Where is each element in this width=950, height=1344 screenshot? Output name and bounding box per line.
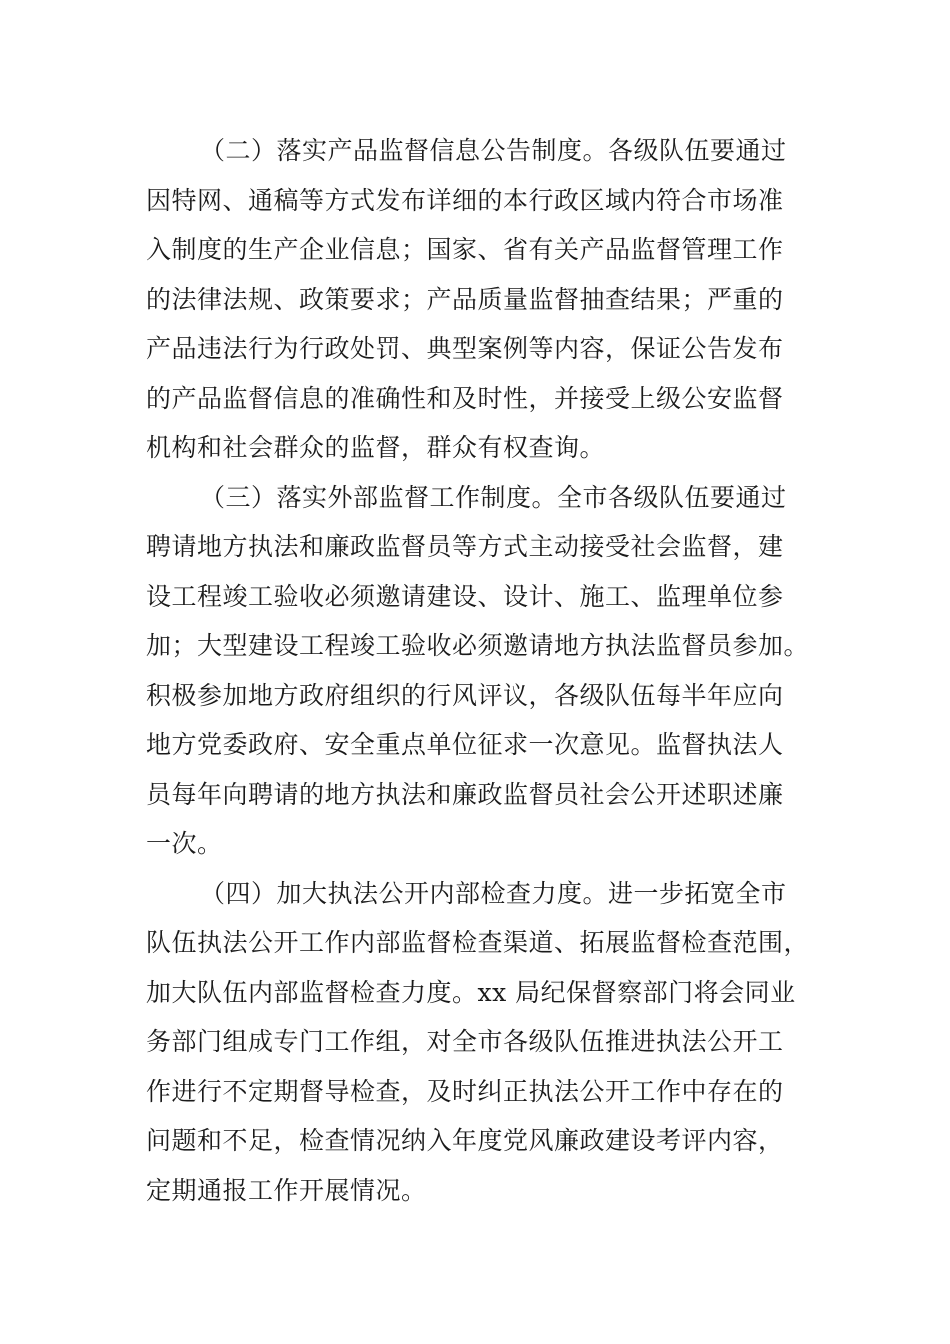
paragraph-line: 务部门组成专门工作组，对全市各级队伍推进执法公开工 — [146, 1027, 784, 1056]
paragraph-line: 地方党委政府、安全重点单位征求一次意见。监督执法人 — [146, 730, 784, 759]
paragraph-line: 定期通报工作开展情况。 — [146, 1175, 427, 1205]
paragraph-line: 队伍执法公开工作内部监督检查渠道、拓展监督检查范围， — [146, 928, 810, 957]
paragraph-line: 积极参加地方政府组织的行风评议，各级队伍每半年应向 — [146, 680, 784, 710]
paragraph-line: 聘请地方执法和廉政监督员等方式主动接受社会监督，建 — [146, 532, 784, 561]
paragraph-line: 加大队伍内部监督检查力度。xx 局纪保督察部门将会同业 — [146, 977, 796, 1007]
paragraph-line: 员每年向聘请的地方执法和廉政监督员社会公开述职述廉 — [146, 779, 784, 809]
paragraph-line: 加；大型建设工程竣工验收必须邀请地方执法监督员参加。 — [146, 631, 810, 660]
paragraph-line: 机构和社会群众的监督，群众有权查询。 — [146, 433, 606, 462]
document-body — [146, 126, 810, 1215]
paragraph-line: （二）落实产品监督信息公告制度。各级队伍要通过 — [200, 136, 787, 165]
paragraph-line: 产品违法行为行政处罚、典型案例等内容，保证公告发布 — [146, 334, 784, 363]
paragraph-line: 的产品监督信息的准确性和及时性，并接受上级公安监督 — [146, 383, 784, 413]
paragraph-product-supervision-notice — [146, 126, 806, 473]
paragraph-line: 入制度的生产企业信息；国家、省有关产品监督管理工作 — [146, 235, 784, 264]
paragraph-internal-inspection — [146, 869, 810, 1216]
paragraph-line: （四）加大执法公开内部检查力度。进一步拓宽全市 — [200, 878, 787, 908]
paragraph-line: 问题和不足，检查情况纳入年度党风廉政建设考评内容， — [146, 1126, 784, 1155]
paragraph-line: 的法律法规、政策要求；产品质量监督抽查结果；严重的 — [146, 284, 784, 314]
paragraph-line: （三）落实外部监督工作制度。全市各级队伍要通过 — [200, 482, 787, 512]
paragraph-line: 一次。 — [146, 829, 223, 858]
paragraph-line: 因特网、通稿等方式发布详细的本行政区域内符合市场准 — [146, 185, 784, 215]
paragraph-line: 作进行不定期督导检查，及时纠正执法公开工作中存在的 — [146, 1076, 784, 1106]
paragraph-line: 设工程竣工验收必须邀请建设、设计、施工、监理单位参 — [146, 581, 784, 611]
paragraph-external-supervision — [146, 473, 810, 869]
